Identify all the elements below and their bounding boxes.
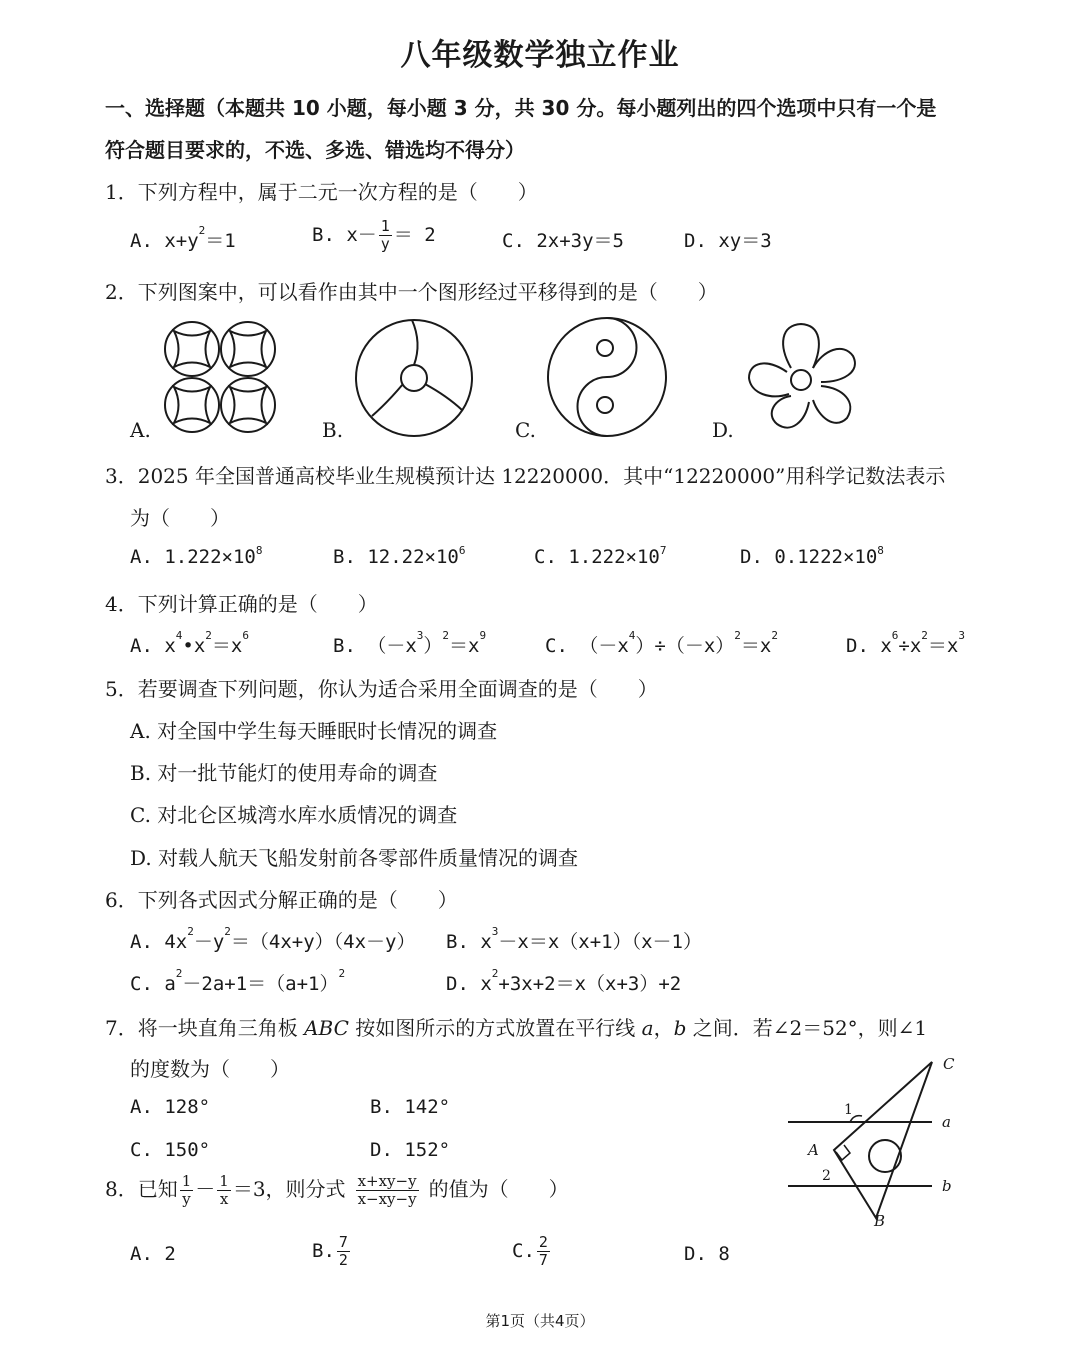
q4-option-c (545, 631, 778, 658)
q5-option-c: C. 对北仑区城湾水库水质情况的调查 (130, 803, 458, 827)
q8-option-a: A. 2 (130, 1243, 176, 1265)
q8-minus: － (195, 1177, 216, 1201)
q1-option-b (312, 218, 436, 253)
q4-b-e5: 9 (479, 629, 487, 642)
q1-b-fraction (379, 218, 392, 253)
q6-d-t0: D. x (446, 973, 492, 995)
q6-a-e3: 2 (224, 925, 231, 938)
q8-fraction-2 (217, 1173, 231, 1208)
q6-option-b (446, 927, 702, 954)
q4-b-e1: 3 (416, 629, 424, 642)
q3-option-d (740, 546, 884, 568)
q4-a-t2: •x (182, 635, 206, 657)
q6-a-t4: ＝（4x+y）（4x－y） (230, 931, 416, 953)
q7-label-1: 1 (844, 1102, 853, 1118)
q8-pre: 8．已知 (105, 1177, 178, 1201)
q8-fraction-3 (356, 1173, 419, 1208)
q2-label-b: B. (322, 418, 344, 442)
q4-d-t4: ＝x (927, 635, 959, 657)
q2-label-c: C. (515, 418, 536, 442)
q3-b-exp: 6 (458, 544, 466, 557)
q7-label-A: A (808, 1141, 819, 1159)
q4-c-t4: ＝x (740, 635, 772, 657)
q6-c-e3: 2 (338, 967, 346, 980)
q6-c-t2: －2a+1＝（a+1） (182, 973, 339, 995)
q6-b-e1: 3 (491, 925, 499, 938)
q6-option-a (130, 927, 415, 954)
q7-t-post: 之间．若∠2＝52°，则∠1 (686, 1016, 928, 1040)
q2-figure-c (545, 315, 669, 439)
q2-figure-d (743, 320, 863, 436)
q4-b-e3: 2 (442, 629, 450, 642)
q7-t-a: a (641, 1016, 654, 1040)
q8-stem (105, 1173, 569, 1208)
q4-c-t0: C. （－x (545, 635, 629, 657)
q8-f3-num: x+xy−y (357, 1172, 417, 1190)
q3-stem-line2: 为（ ） (130, 506, 230, 530)
q5-option-d: D. 对载人航天飞船发射前各零部件质量情况的调查 (130, 846, 579, 870)
q1-a-text: A. x+y (130, 230, 199, 252)
q8-option-d: D. 8 (684, 1243, 730, 1265)
q3-c-exp: 7 (659, 544, 667, 557)
q6-stem: 6．下列各式因式分解正确的是（ ） (105, 888, 458, 912)
q2-label-a: A. (130, 418, 151, 442)
q7-label-a: a (942, 1113, 951, 1131)
q1-a-post: ＝1 (205, 230, 236, 252)
q4-a-t4: ＝x (211, 635, 243, 657)
q4-stem: 4．下列计算正确的是（ ） (105, 592, 378, 616)
q8-f3-den: x−xy−y (357, 1190, 417, 1208)
q2-figure-a (160, 318, 282, 436)
page-title: 八年级数学独立作业 (400, 38, 680, 73)
q4-d-e1: 6 (891, 629, 899, 642)
q6-option-c (130, 969, 345, 996)
q7-label-b: b (942, 1177, 952, 1195)
q7-figure (780, 1050, 960, 1236)
q3-d-exp: 8 (877, 544, 884, 557)
q5-stem: 5．若要调查下列问题，你认为适合采用全面调查的是（ ） (105, 677, 658, 701)
q8-f2-den: x (219, 1190, 229, 1208)
q8-b-fraction (337, 1234, 350, 1269)
q4-b-t2: ） (423, 635, 443, 657)
q1-b-text: B. x－ (312, 224, 377, 246)
q8-eq: ＝3，则分式 (232, 1177, 346, 1201)
q7-option-c: C. 150° (130, 1139, 211, 1161)
q7-t-abc: ABC (304, 1016, 349, 1040)
q3-stem-line1: 3．2025 年全国普通高校毕业生规模预计达 12220000．其中“12220000”用科学记数法表示 (105, 464, 946, 488)
q8-c-num: 2 (538, 1233, 548, 1251)
q4-option-d (846, 631, 965, 658)
q8-c-text: C. (512, 1240, 535, 1262)
q4-d-t0: D. x (846, 635, 892, 657)
q7-stem-line1 (105, 1012, 927, 1041)
q3-b-text: B. 12.22×10 (333, 546, 459, 568)
q4-a-e5: 6 (242, 629, 249, 642)
q8-c-fraction (537, 1234, 550, 1269)
q5-option-a: A. 对全国中学生每天睡眠时长情况的调查 (130, 719, 498, 743)
q4-c-e5: 2 (771, 629, 778, 642)
q3-option-c (534, 546, 666, 568)
q8-option-b (312, 1234, 352, 1269)
q8-fraction-1 (180, 1173, 194, 1208)
q1-option-d: D. xy＝3 (684, 230, 772, 252)
q4-b-t0: B. （－x (333, 635, 417, 657)
q7-t-mid: 按如图所示的方式放置在平行线 (348, 1016, 642, 1040)
q6-d-t2: +3x+2＝x（x+3）+2 (498, 973, 682, 995)
q8-f1-num: 1 (181, 1172, 192, 1190)
q4-d-e3: 2 (921, 629, 928, 642)
q4-d-t2: ÷x (898, 635, 922, 657)
q7-option-d: D. 152° (370, 1139, 451, 1161)
q6-b-t2: －x＝x（x+1）（x－1） (498, 931, 702, 953)
q4-b-t4: ＝x (449, 635, 480, 657)
q3-a-text: A. 1.222×10 (130, 546, 256, 568)
q4-d-e5: 3 (958, 629, 965, 642)
q1-b-num: 1 (380, 217, 390, 235)
q8-c-den: 7 (538, 1251, 548, 1269)
q6-a-e1: 2 (187, 925, 194, 938)
q8-f2-num: 1 (219, 1172, 229, 1190)
q2-stem: 2．下列图案中，可以看作由其中一个图形经过平移得到的是（ ） (105, 280, 718, 304)
q5-option-b: B. 对一批节能灯的使用寿命的调查 (130, 761, 438, 785)
q7-label-C: C (943, 1055, 955, 1073)
q6-option-d (446, 969, 681, 996)
q7-label-B: B (874, 1212, 886, 1230)
q6-c-t0: C. a (130, 973, 176, 995)
q8-option-c (512, 1234, 552, 1269)
section-header-line1: 一、选择题（本题共 10 小题，每小题 3 分，共 30 分。每小题列出的四个选项中只有一个是 (105, 96, 937, 120)
q6-a-t2: －y (193, 931, 225, 953)
q8-f1-den: y (182, 1190, 191, 1208)
q4-option-b (333, 631, 486, 658)
q7-label-2: 2 (822, 1168, 831, 1184)
q7-option-b: B. 142° (370, 1096, 451, 1118)
q2-label-d: D. (712, 418, 734, 442)
q4-c-e3: 2 (734, 629, 741, 642)
q1-stem: 1．下列方程中，属于二元一次方程的是（ ） (105, 180, 538, 204)
q8-b-num: 7 (338, 1233, 348, 1251)
q4-a-e3: 2 (205, 629, 212, 642)
q2-figure-b (352, 318, 476, 440)
q1-b-post: ＝ 2 (393, 224, 436, 246)
q4-c-e1: 4 (628, 629, 636, 642)
q3-option-b (333, 546, 465, 568)
q3-d-text: D. 0.1222×10 (740, 546, 878, 568)
q1-option-c: C. 2x+3y＝5 (502, 230, 624, 252)
q1-a-exp: 2 (198, 224, 206, 237)
q6-d-e1: 2 (491, 967, 499, 980)
q3-a-exp: 8 (255, 544, 263, 557)
q7-t-pre: 7．将一块直角三角板 (105, 1016, 305, 1040)
q7-stem-line2: 的度数为（ ） (130, 1057, 290, 1081)
q8-b-den: 2 (338, 1251, 348, 1269)
q7-option-a: A. 128° (130, 1096, 211, 1118)
q1-b-den: y (380, 235, 390, 253)
q8-post: 的值为（ ） (428, 1177, 569, 1201)
q8-b-text: B. (312, 1240, 335, 1262)
q4-a-e1: 4 (175, 629, 183, 642)
q1-option-a (130, 226, 236, 253)
q4-a-t0: A. x (130, 635, 176, 657)
q3-c-text: C. 1.222×10 (534, 546, 660, 568)
q4-option-a (130, 631, 249, 658)
page-footer: 第1页（共4页） (485, 1312, 595, 1330)
section-header-line2: 符合题目要求的，不选、多选、错选均不得分） (105, 138, 525, 162)
q6-a-t0: A. 4x (130, 931, 188, 953)
q7-t-b: b (673, 1016, 687, 1040)
q4-c-t2: ）÷（－x） (635, 635, 735, 657)
q6-c-e1: 2 (175, 967, 183, 980)
q6-b-t0: B. x (446, 931, 492, 953)
q3-option-a (130, 546, 262, 568)
q7-t-comma: ， (653, 1016, 674, 1040)
